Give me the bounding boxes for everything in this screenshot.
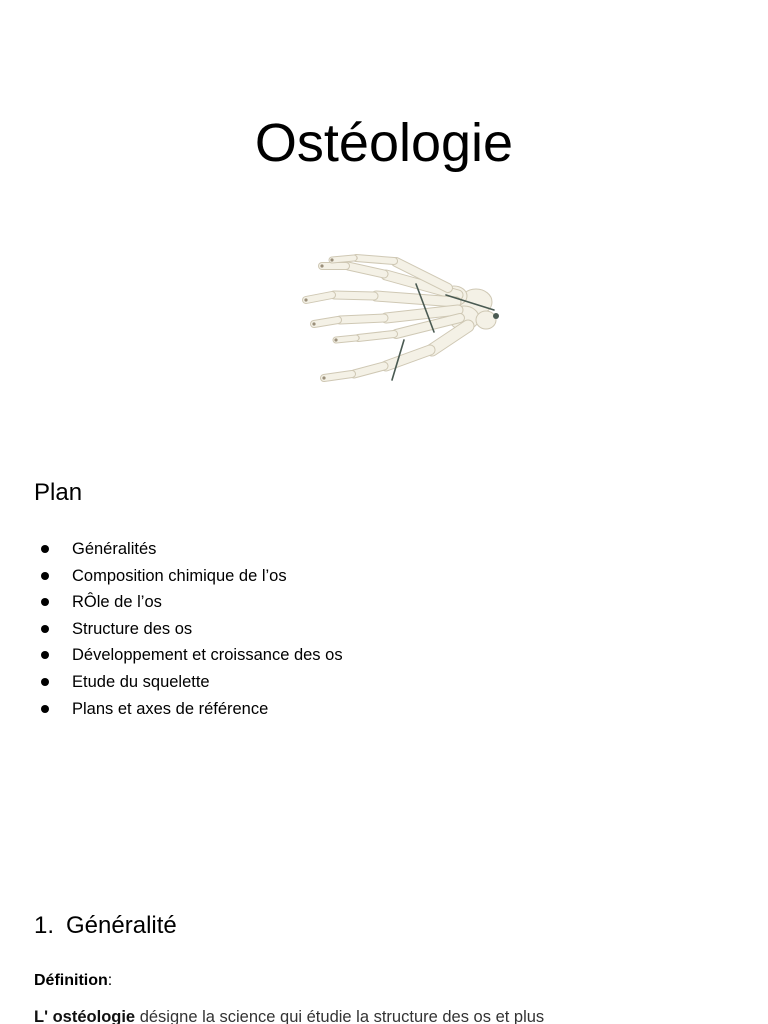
plan-item-label: Développement et croissance des os — [72, 646, 343, 665]
plan-item-label: Structure des os — [72, 619, 193, 638]
mounting-pin — [493, 313, 499, 319]
plan-item-label: Composition chimique de l’os — [72, 566, 287, 585]
definition-colon: : — [107, 972, 113, 989]
definition-label: Définition — [34, 972, 108, 989]
ring-finger-bone — [314, 320, 338, 324]
bullet-icon — [41, 625, 49, 633]
plan-item-label: Etude du squelette — [72, 672, 210, 691]
section-heading — [34, 910, 177, 942]
section-title: Généralité — [66, 912, 177, 939]
bullet-icon — [41, 572, 49, 580]
plan-item-composition — [34, 563, 343, 590]
plan-item-etude — [34, 669, 343, 696]
plan-item-structure — [34, 616, 343, 643]
ring-finger-bone — [340, 318, 384, 320]
plan-item-label: RÔle de l’os — [72, 593, 162, 612]
section-number: 1. — [34, 912, 55, 939]
ring-finger-joint — [312, 322, 315, 325]
body-rest: désigne la science qui étudie la structure des os et plus — [135, 1008, 545, 1024]
bullet-icon — [41, 651, 49, 659]
thumb-joint — [322, 376, 325, 379]
middle-finger-bone — [376, 296, 456, 302]
bullet-icon — [41, 705, 49, 713]
plan-heading: Plan — [34, 479, 83, 506]
page-title: Ostéologie — [254, 113, 514, 173]
bullet-icon — [41, 545, 49, 553]
little-finger-bone — [336, 338, 356, 340]
plan-item-generalites — [34, 536, 343, 563]
plan-item-plans-axes — [34, 696, 343, 723]
middle-finger-joint — [304, 298, 307, 301]
plan-item-label: Généralités — [72, 540, 157, 558]
thumb-bone — [324, 374, 352, 378]
hand-skeleton-figure — [236, 200, 516, 425]
index-finger-joint — [320, 264, 323, 267]
body-prefix: L' — [34, 1008, 49, 1024]
skeletal-hand-illustration — [236, 200, 516, 425]
thumb-bone — [432, 326, 468, 350]
little-finger-bone — [358, 334, 394, 338]
plan-item-label: Plans et axes de référence — [72, 699, 269, 718]
bullet-icon — [41, 678, 49, 686]
little-finger-joint — [334, 338, 337, 341]
body-keyword: ostéologie — [48, 1008, 136, 1024]
top-finger-joint — [330, 258, 333, 261]
middle-finger-bone — [334, 295, 374, 296]
bullet-icon — [41, 598, 49, 606]
top-finger-bone — [356, 258, 394, 261]
thumb-bone — [354, 366, 384, 374]
definition-body — [34, 1005, 544, 1024]
plan-item-role — [34, 589, 343, 616]
definition-line — [34, 969, 112, 993]
index-finger-bone — [348, 266, 384, 274]
plan-list — [34, 536, 343, 722]
top-finger-bone — [332, 258, 354, 260]
plan-item-developpement — [34, 642, 343, 669]
